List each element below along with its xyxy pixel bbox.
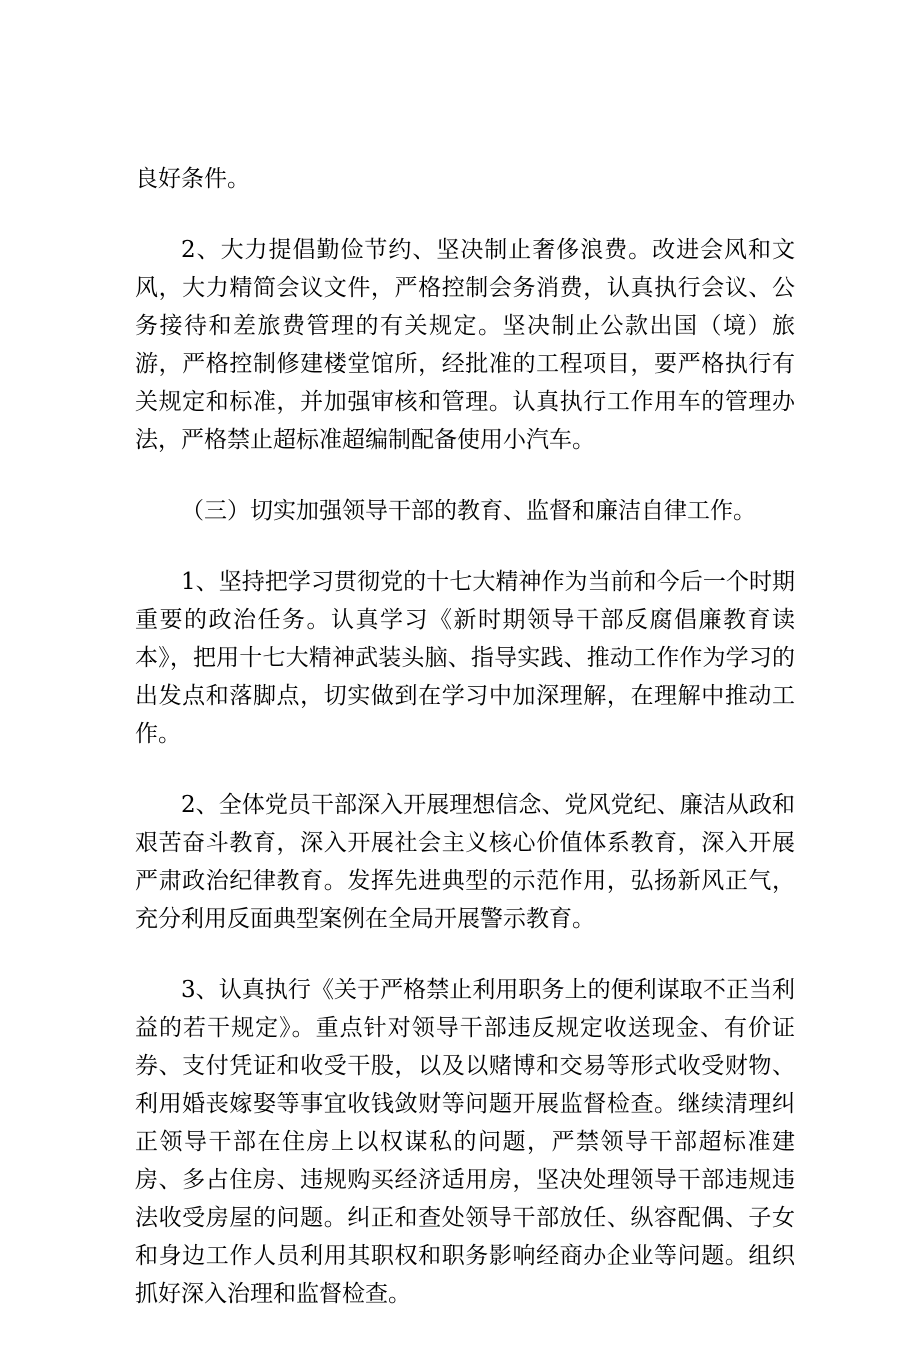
paragraph-item-3-regulations: 3、认真执行《关于严格禁止利用职务上的便利谋取不正当利益的若干规定》。重点针对领导干部违反规定收送现金、有价证券、支付凭证和收受干股，以及以赌博和交易等形式收受财物、利用婚丧嫁娶等事宜收钱敛财等问题开展监督检查。继续清理纠正领导干部在住房上以权谋私的问题，严禁领导干部超标准建房、多占住房、违规购买经济适用房，坚决处理领导干部违规违法收受房屋的问题。纠正和查处领导干部放任、纵容配偶、子女和身边工作人员利用其职权和职务影响经商办企业等问题。组织抓好深入治理和监督检查。 [135, 977, 795, 1307]
document-body [135, 160, 795, 1346]
paragraph-item-1-study: 1、坚持把学习贯彻党的十七大精神作为当前和今后一个时期重要的政治任务。认真学习《新时期领导干部反腐倡廉教育读本》，把用十七大精神武装头脑、指导实践、推动工作作为学习的出发点和落脚点，切实做到在学习中加深理解，在理解中推动工作。 [135, 569, 795, 747]
paragraph-item-2-education: 2、全体党员干部深入开展理想信念、党风党纪、廉洁从政和艰苦奋斗教育，深入开展社会主义核心价值体系教育，深入开展严肃政治纪律教育。发挥先进典型的示范作用，弘扬新风正气，充分利用反面典型案例在全局开展警示教育。 [135, 792, 795, 932]
section-heading-3: （三）切实加强领导干部的教育、监督和廉洁自律工作。 [181, 498, 756, 524]
paragraph-item-2-frugality: 2、大力提倡勤俭节约、坚决制止奢侈浪费。改进会风和文风，大力精简会议文件，严格控制会务消费，认真执行会议、公务接待和差旅费管理的有关规定。坚决制止公款出国（境）旅游，严格控制修建楼堂馆所，经批准的工程项目，要严格执行有关规定和标准，并加强审核和管理。认真执行工作用车的管理办法，严格禁止超标准超编制配备使用小汽车。 [135, 237, 795, 453]
paragraph-continuation: 良好条件。 [135, 166, 250, 192]
